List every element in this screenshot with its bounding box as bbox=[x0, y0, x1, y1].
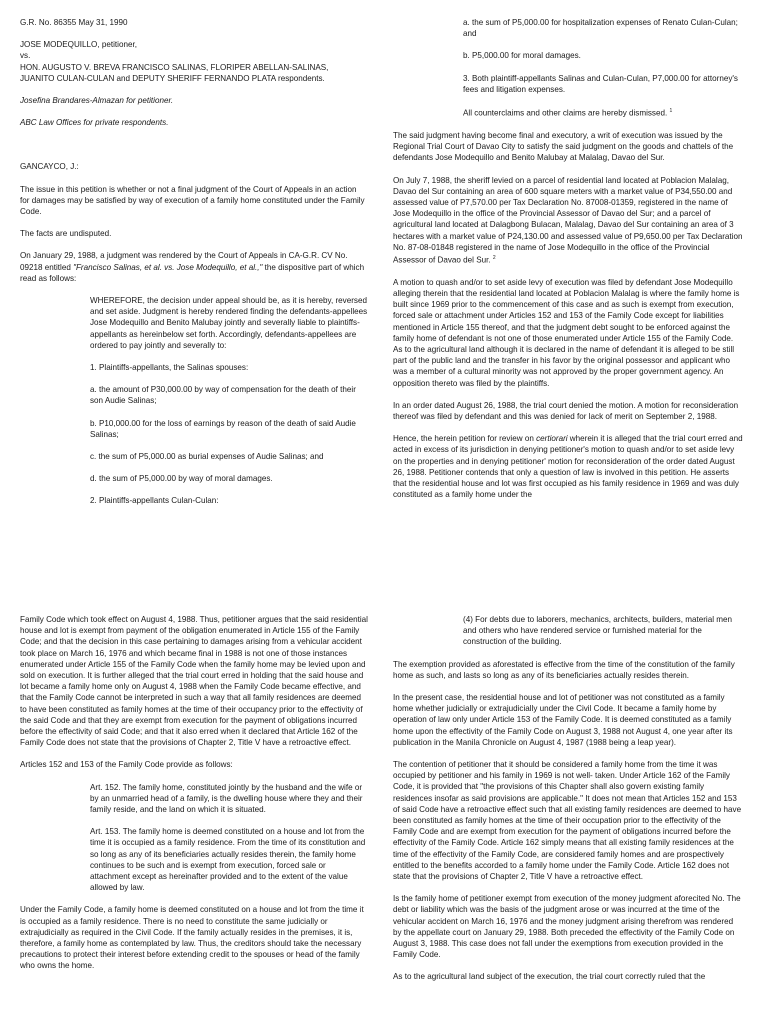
dispositive-item-2a: a. the sum of P5,000.00 for hospitalization expenses of Renato Culan-Culan; and bbox=[463, 18, 738, 39]
articles-intro: Articles 152 and 153 of the Family Code provide as follows: bbox=[20, 760, 233, 770]
footnote-marker-1[interactable]: 1 bbox=[669, 108, 673, 115]
case-title: "Francisco Salinas, et al. vs. Jose Modequillo, et al.," bbox=[73, 262, 263, 272]
levy-paragraph: On July 7, 1988, the sheriff levied on a parcel of residential land located at Poblacion Malalag, Davao del Sur containing an area of 600 square meters with a market value of P34,550.00 and assessed value of P7,570.00 per Tax Declaration No. 87008-01359, registered in the name of Jose Modequillo in the office of the Provincial Assessor of Davao del Sur; and a parcel of agricultural land located at Dalagbong Bulacan, Malalag, Davao del Sur containing an area of 3 hectares with a market value of P24,130.00 and assessed value of P9,650.00 per Tax Declaration No. 87-08-01848 registered in the name of Jose Modequillo in the office of the Provincial Assessor of Davao del Sur. $^2$ bbox=[393, 175, 743, 265]
bottom-right-column bbox=[393, 614, 743, 983]
family-code-continuation: Family Code which took effect on August 4, 1988. Thus, petitioner argues that the said residential house and lot is exempt from payment of the obligation enumerated in Article 155 of the Family Code; and that the decision in this case pertaining to damages arising from a vehicular accident took place on March 16, 1976 and which became final in 1988 is not one of those instances enumerated under Article 155 of the Family Code when the family home may be levied upon and sold on execution. It is further alleged that the trial court erred in holding that the said house and lot became a family home only on August 4, 1988 when the Family Code became effective, and that the Family Code cannot be interpreted in such a way that all family residences are deemed to have been constituted as family homes at the time of their occupancy prior to the effectivity of the said Code and that they are exempt from execution for the payment of obligations incurred before the effectivity of said Code; and that it also erred when it declared that Article 162 of the Family Code does not state that the provisions of Chapter 2, Title V have a retroactive effect. bbox=[20, 615, 368, 748]
exemption-paragraph: The exemption provided as aforestated is effective from the time of the constitution of the family home as such, and lasts so long as any of its beneficiaries actually resides therein. bbox=[393, 659, 735, 680]
motion-paragraph: A motion to quash and/or to set aside levy of execution was filed by defendant Jose Modequillo alleging therein that the residential land located at Poblacion Malalag is where the family home is built since 1969 prior to the commencement of this case and as such is exempt from execution, forced sale or attachment under Articles 152 and 153 of the Family Code except for liabilities mentioned in Article 155 thereof, and that the judgment debt sought to be enforced against the family home of defendant is not one of those enumerated under Article 155 of the Family Code. As to the agricultural land although it is declared in the name of defendant it is alleged to be still part of the public land and the transfer in his favor by the original possessor and applicant who was a member of a cultural minority was not approved by the proper government agency. An opposition thereto was filed by the plaintiffs. bbox=[393, 277, 740, 388]
party-petitioner: JOSE MODEQUILLO, petitioner, bbox=[20, 40, 137, 50]
dispositive-item-3: 3. Both plaintiff-appellants Salinas and Culan-Culan, P7,000.00 for attorney's fees and litigation expenses. bbox=[463, 73, 738, 94]
article-152: Art. 152. The family home, constituted jointly by the husband and the wife or by an unmarried head of a family, is the dwelling house where they and their family reside, and the land on which it is situated. bbox=[90, 782, 363, 815]
petition-paragraph: Hence, the herein petition for review on certiorari wherein it is alleged that the trial court erred and acted in excess of its jurisdiction in denying petitioner's motion to quash and/or to set aside levy on the properties and in denying petitioner' motion for reconsideration of the order dated August 26, 1988. Petitioner contends that only a question of law is involved in this petition. He asserts that the residential house and lot was first occupied as his family residence in 1969 and was duly constituted as a family home under the bbox=[393, 434, 743, 500]
agricultural-land-paragraph: As to the agricultural land subject of the execution, the trial court correctly ruled that the bbox=[393, 972, 706, 982]
footnote-marker-2[interactable]: 2 bbox=[492, 254, 496, 261]
article-153: Art. 153. The family home is deemed constituted on a house and lot from the time it is occupied as a family residence. From the time of its constitution and so long as any of its beneficiaries actually resides therein, the family home continues to be such and is exempt from execution, forced sale or attachment except as hereinafter provided and to the extent of the value allowed by law. bbox=[90, 827, 366, 893]
denied-paragraph: In an order dated August 26, 1988, the trial court denied the motion. A motion for reconsideration thereof was filed by defendant and this was denied for lack of merit on September 2, 1988. bbox=[393, 400, 739, 422]
under-family-code-paragraph: Under the Family Code, a family home is deemed constituted on a house and lot from the time it is occupied as a family residence. There is no need to constitute the same judicially or extrajudicially as required in the Civil Code. If the family actually resides in the premises, it is, therefore, a family home as contemplated by law. Thus, the creditors should take the necessary precautions to protect their interest before extending credit to the spouses or head of the family who owns the home. bbox=[20, 905, 364, 971]
page-bottom-half bbox=[0, 603, 768, 1024]
contention-paragraph: The contention of petitioner that it should be considered a family home from the time it was occupied by petitioner and his family in 1969 is not well- taken. Under Article 162 of the Family Code, it is provided that "the provisions of this Chapter shall also govern existing family residences insofar as said provisions are applicable." It does not mean that Articles 152 and 153 of said Code have a retroactive effect such that all existing family residences are deemed to have been constituted as family homes at the time of their occupation prior to the effectivity of the Family Code and are exempt from execution for the payment of obligations incurred before the effectivity of the Family Code. Article 162 simply means that all existing family residences at the time of the effectivity of the Family Code, are considered family homes and are prospectively entitled to the benefits accorded to a family home under the Family Code. Article 162 does not state that the provisions of Chapter 2, Title V have a retroactive effect. bbox=[393, 760, 742, 882]
top-right-column bbox=[393, 17, 743, 500]
exemption-item-4: (4) For debts due to laborers, mechanics, architects, builders, material men and others who have rendered service or furnished material for the construction of the building. bbox=[463, 615, 733, 647]
party-versus: vs. bbox=[20, 51, 31, 61]
ponente: GANCAYCO, J.: bbox=[20, 162, 79, 172]
judgment-paragraph: On January 29, 1988, a judgment was rendered by the Court of Appeals in CA-G.R. CV No. 09218 entitled "Francisco Salinas, et al. vs. Jose Modequillo, et al.," the dispositive part of which read as follows: bbox=[20, 251, 365, 283]
party-respondents-line1: HON. AUGUSTO V. BREVA FRANCISCO SALINAS, FLORIPER ABELLAN-SALINAS, bbox=[20, 62, 329, 72]
top-left-column bbox=[20, 17, 368, 507]
dispositive-item-2b: b. P5,000.00 for moral damages. bbox=[463, 51, 581, 61]
issue-paragraph: The issue in this petition is whether or not a final judgment of the Court of Appeals in an action for damages may be satisfied by way of execution of a family home constituted under the Family Code. bbox=[20, 184, 365, 217]
counterclaims-dismissed: All counterclaims and other claims are hereby dismissed. $^1$ bbox=[463, 108, 673, 118]
counsel-respondents: ABC Law Offices for private respondents. bbox=[20, 118, 169, 128]
case-number: G.R. No. 86355 May 31, 1990 bbox=[20, 18, 128, 27]
dispositive-item-2: 2. Plaintiffs-appellants Culan-Culan: bbox=[90, 496, 219, 506]
counsel-petitioner: Josefina Brandares-Almazan for petitioner. bbox=[20, 96, 174, 106]
party-respondents-line2: JUANITO CULAN-CULAN and DEPUTY SHERIFF FERNANDO PLATA respondents. bbox=[20, 73, 325, 83]
present-case-paragraph: In the present case, the residential house and lot of petitioner was not constituted as a family home whether judicially or extrajudicially under the Civil Code. It became a family home by operation of law only under Article 153 of the Family Code. It is deemed constituted as a family home upon the effectivity of the Family Code on August 3, 1988 not August 4, one year after its publication in the Manila Chronicle on August 4, 1987 (1988 being a leap year). bbox=[393, 693, 733, 747]
dispositive-item-1d: d. the sum of P5,000.00 by way of moral damages. bbox=[90, 474, 273, 484]
wherefore-paragraph: WHEREFORE, the decision under appeal should be, as it is hereby, reversed and set aside. Judgment is hereby rendered finding the defendants-appellees Jose Modequillo and Benito Malubay jointly and severally liable to plaintiffs-appellants as hereinbelow set forth. Accordingly, defendants-appellees are ordered to pay jointly and severally to: bbox=[90, 296, 368, 350]
dispositive-item-1c: c. the sum of P5,000.00 as burial expenses of Audie Salinas; and bbox=[90, 452, 324, 462]
writ-paragraph: The said judgment having become final and executory, a writ of execution was issued by the Regional Trial Court of Davao City to satisfy the said judgment on the goods and chattels of the defendants Jose Modequillo and Benito Malubay at Malalag, Davao del Sur. bbox=[393, 130, 734, 163]
dispositive-item-1b: b. P10,000.00 for the loss of earnings by reason of the death of said Audie Salinas; bbox=[90, 418, 356, 439]
dispositive-item-1a: a. the amount of P30,000.00 by way of compensation for the death of their son Audie Salinas; bbox=[90, 385, 356, 406]
facts-undisputed: The facts are undisputed. bbox=[20, 229, 112, 239]
bottom-left-column bbox=[20, 614, 368, 972]
exempt-question-paragraph: Is the family home of petitioner exempt from execution of the money judgment aforecited No. The debt or liability which was the basis of the judgment arose or was incurred at the time of the vehicular accident on March 16, 1976 and the money judgment arising therefrom was rendered by the appellate court on January 29, 1988. Both preceded the effectivity of the Family Code on August 3, 1988. This case does not fall under the exemptions from execution provided in the Family Code. bbox=[393, 894, 741, 960]
dispositive-item-1: 1. Plaintiffs-appellants, the Salinas spouses: bbox=[90, 363, 249, 373]
